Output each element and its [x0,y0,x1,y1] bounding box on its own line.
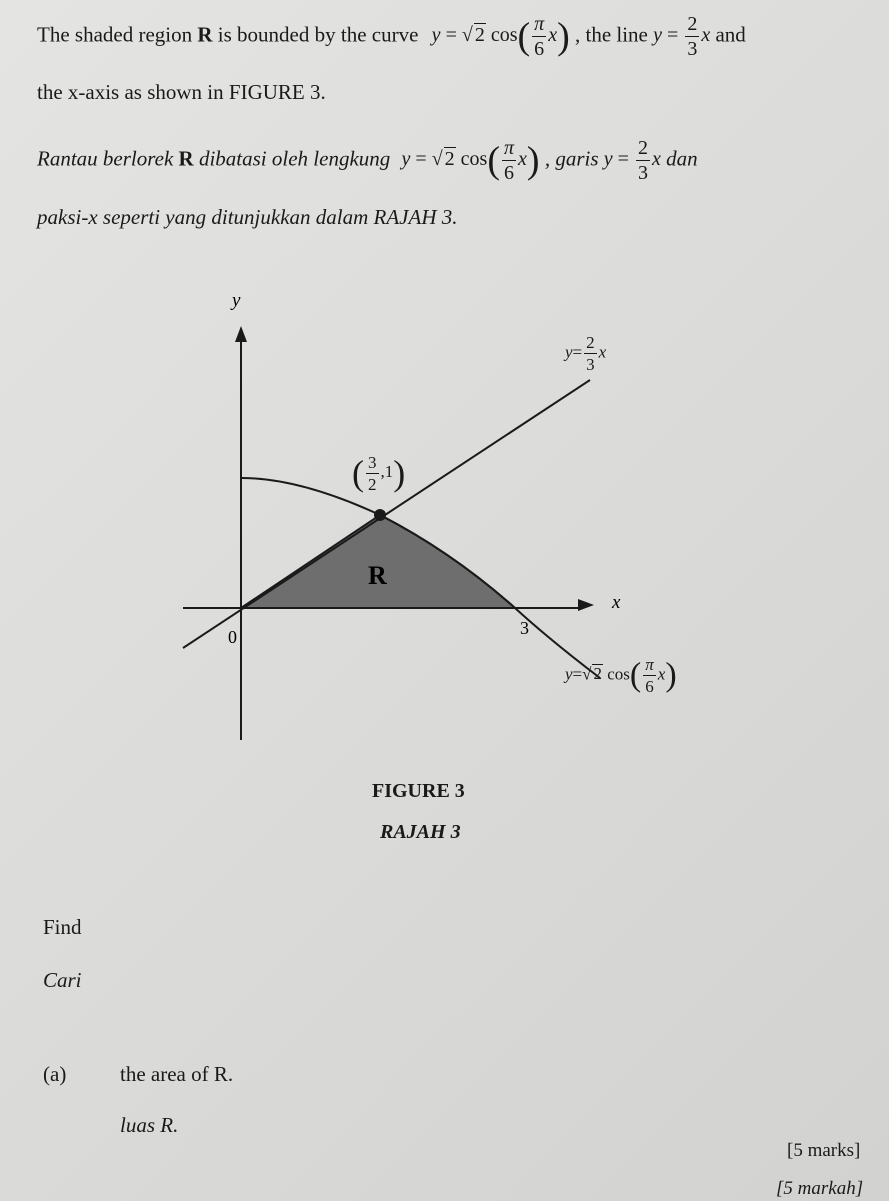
marks-en: [5 marks] [787,1140,861,1161]
y-axis-arrow [235,326,247,342]
part-a-label: (a) [43,1062,67,1086]
line-equation-ms: y = $\frac{2}{3}$ x [603,137,661,184]
region-name: R [197,22,213,47]
curve-equation: y = √ 2 cos( $\frac{\pi}{6}$ x) [431,13,570,60]
part-a-text-ms: luas R. [120,1113,179,1137]
intersection-point [374,509,386,521]
question-line-ms-2: paksi-x seperti yang ditunjukkan dalam RAJAH 3. [37,205,458,229]
line-label: y= $\frac{2}{3}$ x [565,333,607,374]
question-line-en-2: the x-axis as shown in FIGURE 3. [37,80,326,104]
the-line-text: , the line [574,22,648,47]
y-axis-label: y [232,290,241,311]
curve-equation-ms: y = √ 2 cos( $\frac{\pi}{6}$ x) [401,137,540,184]
line-equation: y = $\frac{2}{3}$ x [653,13,711,60]
and-text: and [715,22,746,47]
cari-text: Cari [43,968,82,992]
garis-text: , garis [544,146,599,171]
region-name-ms: R [178,146,194,171]
figure-caption-en: FIGURE 3 [372,780,465,802]
curve-label: y=√ 2 cos( $\frac{\pi}{6}$ x) [565,655,677,696]
dan-text: dan [666,146,698,171]
intro-text-2: is bounded by the curve [217,22,419,47]
find-text: Find [43,915,82,939]
point-label: ( $\frac{3}{2}$ ,1) [352,452,406,494]
intro-text-ms: Rantau berlorek [37,146,174,171]
x-axis-arrow [578,599,594,611]
marks-ms: [5 markah] [776,1178,864,1199]
x-axis-label: x [612,592,621,613]
intro-text-ms-2: dibatasi oleh lengkung [198,146,391,171]
part-a-text: the area of R. [120,1062,234,1086]
figure-caption-ms: RAJAH 3 [380,821,461,843]
x-intercept-label: 3 [520,618,529,638]
intro-text: The shaded region [37,22,193,47]
region-label: R [368,561,387,590]
origin-label: 0 [228,627,237,647]
